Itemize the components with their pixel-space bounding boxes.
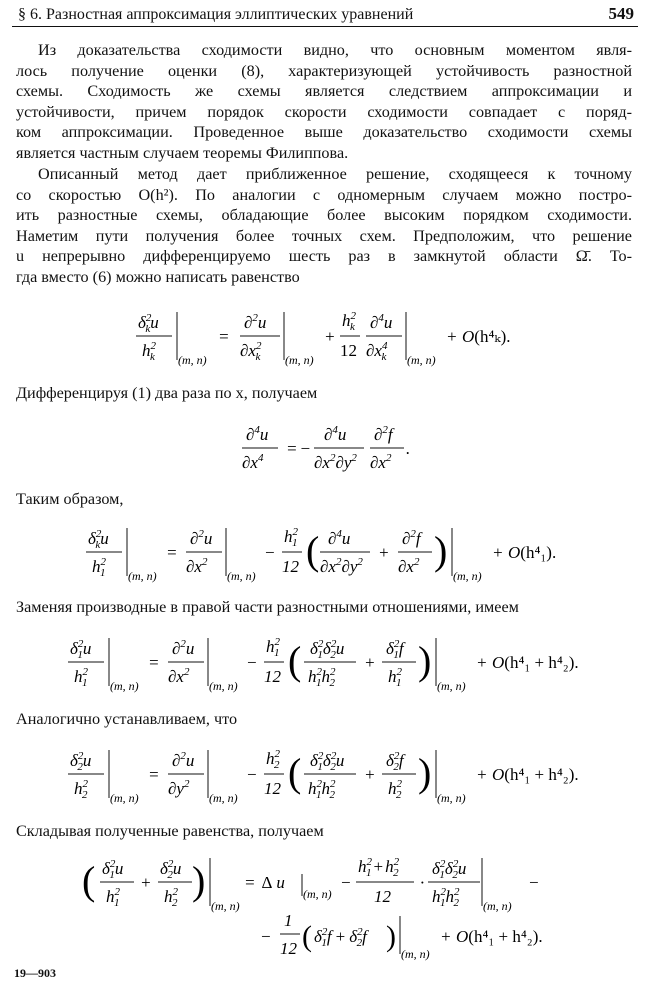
equation-5 bbox=[66, 744, 606, 810]
svg-text:(m, n): (m, n) bbox=[453, 569, 482, 583]
svg-text:∂x2k: $\partial x^2$ k bbox=[240, 340, 262, 363]
svg-text:h22: $h^2$ 2 bbox=[266, 748, 280, 771]
svg-text:O(h⁴ₖ).: O(h⁴ₖ). bbox=[462, 327, 511, 346]
svg-text:h22: $h^2$ 2 bbox=[388, 778, 402, 801]
svg-text:(m, n): (m, n) bbox=[303, 887, 332, 901]
svg-text:∂x2∂y2: $\partial x^2\partial y^2$ bbox=[314, 452, 357, 472]
svg-text:∂2f: ∂$^2$f bbox=[374, 424, 393, 444]
svg-text:+: + bbox=[364, 765, 376, 784]
svg-text:O(h⁴₁).: O(h⁴₁). bbox=[508, 543, 557, 562]
svg-text:h22: $h^2$ 2 bbox=[164, 886, 178, 909]
svg-text:∂y2: $\partial y^2$ bbox=[168, 778, 190, 798]
page-footer-signature: 19—903 bbox=[14, 966, 56, 980]
svg-text:δ21u: $\delta^2$ 1u bbox=[70, 638, 92, 661]
svg-text:h21: $h^2$ 1 bbox=[388, 666, 402, 689]
svg-text:(m, n): (m, n) bbox=[227, 569, 256, 583]
svg-text:δ22f: $\delta^2$ 2f bbox=[386, 750, 404, 773]
svg-text:h21: $h^2$ 1 bbox=[92, 556, 106, 579]
svg-text:(m, n): (m, n) bbox=[178, 353, 207, 367]
svg-text:h21: $h^2$ 1 bbox=[74, 666, 88, 689]
svg-text:12: 12 bbox=[264, 779, 281, 798]
svg-text:h21: $h^2$ 1 bbox=[284, 526, 298, 549]
svg-text:(m, n): (m, n) bbox=[110, 679, 139, 693]
svg-text:δ21f+δ22f: $\delta^2$ $1f + \delta^2$ 2f bbox=[314, 926, 367, 949]
svg-text:+: + bbox=[440, 927, 452, 946]
svg-text:∂4u: ∂$^4$u bbox=[328, 528, 351, 548]
svg-text:∂2u: ∂$^2$u bbox=[172, 750, 195, 770]
svg-text:+: + bbox=[324, 327, 336, 346]
lead-text-1: Дифференцируя (1) два раза по x, получаем bbox=[16, 384, 318, 402]
text-line: ком аппроксимации. Проведенное выше доказательство сходимости схемы bbox=[16, 123, 632, 142]
text-line: Из доказательства сходимости видно, что основным моментом явля- bbox=[38, 41, 632, 59]
svg-text:.: . bbox=[406, 439, 411, 458]
svg-text:∂x2: $\partial x^2$ bbox=[168, 666, 190, 686]
text-line: Наметим пути получения более точных схем. Предположим, что решение bbox=[16, 226, 632, 245]
svg-text:h2k: $h^2$ k bbox=[342, 310, 356, 333]
svg-text:+: + bbox=[476, 653, 488, 672]
svg-text:−: − bbox=[260, 927, 272, 946]
svg-text:+: + bbox=[476, 765, 488, 784]
svg-text:12: 12 bbox=[264, 667, 281, 686]
lead-text-2: Таким образом, bbox=[16, 490, 124, 508]
svg-text:δ21u: $\delta^2$ 1u bbox=[102, 858, 124, 881]
svg-text:(m, n): (m, n) bbox=[483, 899, 512, 913]
svg-text:h21: $h^2$ 1 bbox=[106, 886, 120, 909]
svg-text:=Δu: = Δ u bbox=[244, 873, 285, 892]
text-line: устойчивости, причем порядок скорости сходимости совпадает с поряд- bbox=[16, 102, 632, 121]
svg-text:=: = bbox=[148, 653, 160, 672]
svg-text:−: − bbox=[264, 543, 276, 562]
svg-text:(m, n): (m, n) bbox=[110, 791, 139, 805]
equation-6 bbox=[84, 852, 584, 964]
svg-text:1: 1 bbox=[284, 911, 293, 930]
svg-text:∂x4: $\partial x^4$ bbox=[242, 452, 264, 472]
svg-text:): ) bbox=[418, 638, 432, 683]
svg-text:·: · bbox=[420, 873, 425, 892]
svg-text:δ22u: $\delta^2$ 2u bbox=[160, 858, 182, 881]
svg-text:∂2f: ∂$^2$f bbox=[402, 528, 421, 548]
svg-text:O(h⁴₁ + h⁴₂).: O(h⁴₁ + h⁴₂). bbox=[492, 765, 579, 784]
svg-text:δ21δ22u: $\delta^2$ $1\delta^2$ 2u bbox=[310, 638, 345, 661]
svg-text:(m, n): (m, n) bbox=[437, 679, 466, 693]
svg-text:∂4u: ∂$^4$u bbox=[324, 424, 347, 444]
svg-text:∂4u: ∂$^4$u bbox=[370, 312, 393, 332]
section-title: § 6. Разностная аппроксимация эллиптических уравнений bbox=[18, 6, 414, 23]
svg-text:h21+h22: $h^2$ $1 + h^2$ 2 bbox=[358, 856, 400, 879]
svg-text:(m, n): (m, n) bbox=[407, 353, 436, 367]
svg-text:+: + bbox=[446, 327, 458, 346]
paragraph-1 bbox=[16, 40, 632, 164]
svg-text:h21h22: $h^2$ $1h^2$ 2 bbox=[308, 778, 336, 801]
text-line: ить разностные схемы, обладающие более высоким порядком сходимости. bbox=[16, 206, 632, 225]
svg-text:O(h⁴₁ + h⁴₂).: O(h⁴₁ + h⁴₂). bbox=[456, 927, 543, 946]
svg-text:): ) bbox=[192, 858, 206, 903]
svg-text:∂x2: $\partial x^2$ bbox=[186, 556, 208, 576]
svg-text:): ) bbox=[434, 528, 448, 573]
svg-text:−: − bbox=[246, 653, 258, 672]
svg-text:(m, n): (m, n) bbox=[437, 791, 466, 805]
svg-text:∂x2: $\partial x^2$ bbox=[398, 556, 420, 576]
equation-3 bbox=[84, 522, 584, 588]
text-line: лось получение оценки (8), характеризующей устойчивость разностной bbox=[16, 61, 632, 80]
page-number: 549 bbox=[608, 4, 634, 23]
svg-text:+: + bbox=[492, 543, 504, 562]
svg-text:): ) bbox=[418, 750, 432, 795]
svg-text:12: 12 bbox=[280, 939, 297, 958]
svg-text:−: − bbox=[528, 873, 540, 892]
svg-text:h21h22: $h^2$ $1h^2$ 2 bbox=[308, 666, 336, 689]
svg-text:): ) bbox=[386, 920, 396, 953]
svg-text:=−: = − bbox=[286, 439, 311, 458]
svg-text:(: ( bbox=[302, 920, 312, 953]
svg-text:(m, n): (m, n) bbox=[401, 947, 430, 961]
running-header bbox=[12, 4, 638, 27]
svg-text:∂2u: ∂$^2$u bbox=[172, 638, 195, 658]
svg-text:(m, n): (m, n) bbox=[211, 899, 240, 913]
paragraph-2 bbox=[16, 164, 632, 288]
svg-text:δ22u: $\delta^2$ 2u bbox=[70, 750, 92, 773]
svg-text:−: − bbox=[246, 765, 258, 784]
equation-2 bbox=[240, 420, 440, 476]
svg-text:12: 12 bbox=[282, 557, 299, 576]
svg-text:(: ( bbox=[306, 528, 320, 573]
svg-text:∂4u: ∂$^4$u bbox=[246, 424, 269, 444]
svg-text:+: + bbox=[364, 653, 376, 672]
svg-text:δ21δ22u: $\delta^2$ $1\delta^2$ 2u bbox=[432, 858, 467, 881]
text-line: u непрерывно дифференцируемо шесть раз в замкнутой области Ω̄. То- bbox=[16, 247, 632, 266]
svg-text:(m, n): (m, n) bbox=[128, 569, 157, 583]
svg-text:∂2u: ∂$^2$u bbox=[190, 528, 213, 548]
svg-text:h21: $h^2$ 1 bbox=[266, 636, 280, 659]
svg-text:∂x2∂y2: $\partial x^2\partial y^2$ bbox=[320, 556, 363, 576]
svg-text:(m, n): (m, n) bbox=[209, 679, 238, 693]
svg-text:h22: $h^2$ 2 bbox=[74, 778, 88, 801]
svg-text:δ21f: $\delta^2$ 1f bbox=[386, 638, 404, 661]
text-line: со скоростью O(h²). По аналогии с одномерным случаем можно постро- bbox=[16, 185, 632, 204]
svg-text:12: 12 bbox=[340, 341, 357, 360]
svg-text:+: + bbox=[140, 873, 152, 892]
svg-text:+: + bbox=[378, 543, 390, 562]
svg-text:(m, n): (m, n) bbox=[285, 353, 314, 367]
svg-text:(: ( bbox=[288, 638, 302, 683]
svg-text:h21h22: $h^2$ $1h^2$ 2 bbox=[432, 886, 460, 909]
svg-text:∂x4k: $\partial x^4$ k bbox=[366, 340, 388, 363]
text-line: гда вместо (6) можно написать равенство bbox=[16, 267, 300, 286]
svg-text:δ2ku: $\delta^2$ ku bbox=[88, 528, 109, 551]
svg-text:∂2u: ∂$^2$u bbox=[244, 312, 267, 332]
equation-1 bbox=[134, 306, 534, 372]
svg-text:−: − bbox=[340, 873, 352, 892]
text-line: Описанный метод дает приближенное решение, сходящееся к точному bbox=[38, 165, 632, 183]
svg-text:δ21δ22u: $\delta^2$ $1\delta^2$ 2u bbox=[310, 750, 345, 773]
svg-text:(m, n): (m, n) bbox=[209, 791, 238, 805]
svg-text:(: ( bbox=[288, 750, 302, 795]
lead-text-4: Аналогично устанавливаем, что bbox=[16, 710, 238, 728]
svg-text:h2k: $h^2$ k bbox=[142, 340, 156, 363]
svg-text:O(h⁴₁ + h⁴₂).: O(h⁴₁ + h⁴₂). bbox=[492, 653, 579, 672]
svg-text:∂x2: $\partial x^2$ bbox=[370, 452, 392, 472]
svg-text:δ2ku: $\delta^2$ ku bbox=[138, 312, 159, 335]
lead-text-3: Заменяя производные в правой части разностными отношениями, имеем bbox=[16, 598, 519, 616]
svg-text:=: = bbox=[218, 327, 230, 346]
text-line: является частным случаем теоремы Филиппова. bbox=[16, 143, 349, 162]
text-line: схемы. Сходимость же схемы является следствием аппроксимации и bbox=[16, 82, 632, 101]
svg-text:12: 12 bbox=[374, 887, 391, 906]
lead-text-5: Складывая полученные равенства, получаем bbox=[16, 822, 324, 840]
svg-text:(: ( bbox=[82, 858, 96, 903]
equation-4 bbox=[66, 632, 606, 698]
svg-text:=: = bbox=[166, 543, 178, 562]
svg-text:=: = bbox=[148, 765, 160, 784]
